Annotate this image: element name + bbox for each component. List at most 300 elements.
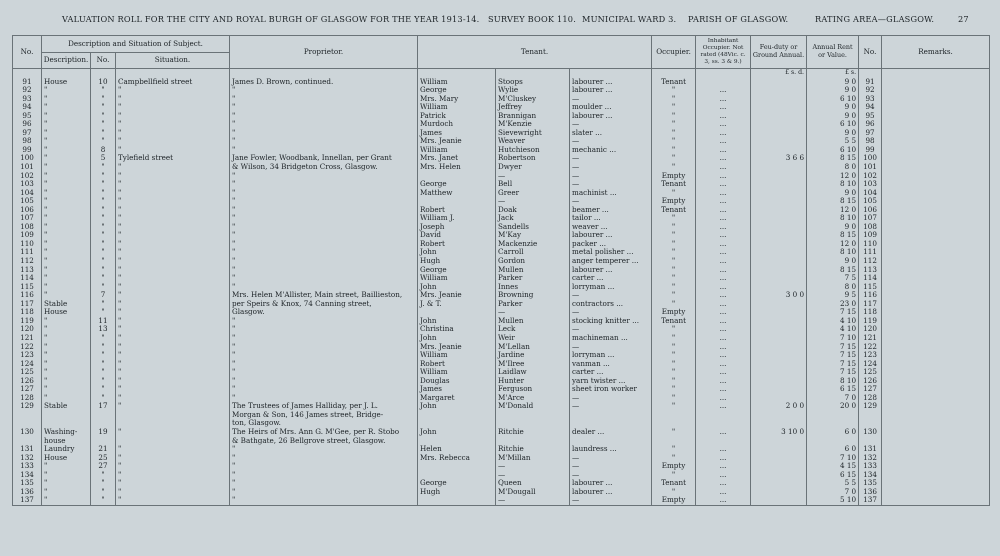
remarks-cell xyxy=(882,368,990,377)
occupier-cell: " xyxy=(652,445,696,454)
situation-cell: " xyxy=(116,180,230,189)
situation-cell: " xyxy=(116,343,230,352)
tenant-surname-cell: Brannigan xyxy=(496,112,570,121)
remarks-cell xyxy=(882,163,990,172)
table-row xyxy=(13,471,990,480)
row-number-cell: 91 xyxy=(13,78,42,87)
description-cell: " xyxy=(42,351,91,360)
feu-duty-cell xyxy=(751,496,807,505)
situation-cell: " xyxy=(116,496,230,505)
description-cell: " xyxy=(42,214,91,223)
tenant-first-name-cell: William xyxy=(418,103,496,112)
description-cell: " xyxy=(42,291,91,300)
proprietor-cell: " xyxy=(230,223,418,232)
tenant-first-name-cell: John xyxy=(418,248,496,257)
house-number-cell: " xyxy=(91,394,116,403)
table-row xyxy=(13,317,990,326)
tenant-surname-cell: Bell xyxy=(496,180,570,189)
inhabitant-occupier-cell: ... xyxy=(696,462,751,471)
tenant-occupation-cell: contractors ... xyxy=(570,300,652,309)
inhabitant-occupier-cell: ... xyxy=(696,351,751,360)
inhabitant-occupier-cell: ... xyxy=(696,95,751,104)
row-number-cell: 128 xyxy=(13,394,42,403)
inhabitant-occupier-cell: ... xyxy=(696,300,751,309)
house-number-cell: " xyxy=(91,488,116,497)
tenant-first-name-cell: Robert xyxy=(418,360,496,369)
remarks-cell xyxy=(882,189,990,198)
remarks-cell xyxy=(882,317,990,326)
tenant-first-name-cell xyxy=(418,411,496,420)
remarks-cell xyxy=(882,78,990,87)
row-number-right-cell: 132 xyxy=(859,454,882,463)
page-header xyxy=(0,14,1000,28)
tenant-surname-cell: Greer xyxy=(496,189,570,198)
annual-rent-cell: 4 15 xyxy=(807,462,859,471)
valuation-table xyxy=(12,35,989,535)
col-feu-duty: Feu-duty or Ground Annual. xyxy=(751,36,807,69)
row-number-right-cell: 125 xyxy=(859,368,882,377)
remarks-cell xyxy=(882,291,990,300)
tenant-first-name-cell: William xyxy=(418,78,496,87)
feu-duty-cell xyxy=(751,334,807,343)
tenant-first-name-cell: Douglas xyxy=(418,377,496,386)
tenant-occupation-cell: labourer ... xyxy=(570,488,652,497)
proprietor-cell: " xyxy=(230,231,418,240)
house-number-cell: " xyxy=(91,385,116,394)
tenant-occupation-cell: yarn twister ... xyxy=(570,377,652,386)
inhabitant-occupier-cell: ... xyxy=(696,154,751,163)
row-number-cell: 94 xyxy=(13,103,42,112)
table-row xyxy=(13,180,990,189)
annual-rent-cell: 4 10 xyxy=(807,325,859,334)
occupier-cell: Empty xyxy=(652,462,696,471)
inhabitant-occupier-cell: ... xyxy=(696,325,751,334)
description-cell: House xyxy=(42,454,91,463)
feu-duty-cell xyxy=(751,197,807,206)
annual-rent-cell: 8 0 xyxy=(807,163,859,172)
description-cell: " xyxy=(42,231,91,240)
annual-rent-cell: 4 10 xyxy=(807,317,859,326)
tenant-first-name-cell: John xyxy=(418,428,496,437)
proprietor-cell: " xyxy=(230,377,418,386)
tenant-first-name-cell: James xyxy=(418,385,496,394)
tenant-first-name-cell: Helen xyxy=(418,445,496,454)
occupier-cell: " xyxy=(652,214,696,223)
tenant-surname-cell: Parker xyxy=(496,300,570,309)
tenant-occupation-cell: — xyxy=(570,343,652,352)
description-cell: " xyxy=(42,112,91,121)
annual-rent-cell: 7 15 xyxy=(807,308,859,317)
tenant-occupation-cell: — xyxy=(570,154,652,163)
col-proprietor: Proprietor. xyxy=(230,36,418,69)
tenant-occupation-cell: labourer ... xyxy=(570,112,652,121)
tenant-first-name-cell: Mrs. Jeanie xyxy=(418,291,496,300)
row-number-right-cell: 124 xyxy=(859,360,882,369)
tenant-surname-cell: Ritchie xyxy=(496,428,570,437)
description-cell: House xyxy=(42,308,91,317)
tenant-first-name-cell xyxy=(418,496,496,505)
proprietor-cell: " xyxy=(230,325,418,334)
description-cell: " xyxy=(42,206,91,215)
occupier-cell: " xyxy=(652,112,696,121)
tenant-first-name-cell: Matthew xyxy=(418,189,496,198)
feu-duty-cell xyxy=(751,206,807,215)
tenant-first-name-cell: Hugh xyxy=(418,257,496,266)
occupier-cell: " xyxy=(652,488,696,497)
row-number-right-cell: 129 xyxy=(859,402,882,411)
tenant-surname-cell: — xyxy=(496,471,570,480)
annual-rent-cell: 12 0 xyxy=(807,240,859,249)
house-number-cell: 17 xyxy=(91,402,116,411)
remarks-cell xyxy=(882,206,990,215)
row-number-cell: 106 xyxy=(13,206,42,215)
proprietor-cell: " xyxy=(230,479,418,488)
tenant-occupation-cell: slater ... xyxy=(570,129,652,138)
tenant-first-name-cell: Hugh xyxy=(418,488,496,497)
tenant-surname-cell: M'Cluskey xyxy=(496,95,570,104)
feu-duty-cell xyxy=(751,86,807,95)
inhabitant-occupier-cell: ... xyxy=(696,223,751,232)
row-number-cell: 117 xyxy=(13,300,42,309)
remarks-cell xyxy=(882,214,990,223)
feu-duty-cell xyxy=(751,129,807,138)
house-number-cell: 21 xyxy=(91,445,116,454)
description-cell: Laundry xyxy=(42,445,91,454)
situation-cell: " xyxy=(116,189,230,198)
feu-duty-cell: 3 6 6 xyxy=(751,154,807,163)
tenant-occupation-cell: weaver ... xyxy=(570,223,652,232)
table-row xyxy=(13,351,990,360)
proprietor-cell: " xyxy=(230,462,418,471)
tenant-surname-cell: M'Lellan xyxy=(496,343,570,352)
inhabitant-occupier-cell: ... xyxy=(696,454,751,463)
remarks-cell xyxy=(882,496,990,505)
row-number-cell: 135 xyxy=(13,479,42,488)
tenant-surname-cell: M'Donald xyxy=(496,402,570,411)
occupier-cell: Empty xyxy=(652,197,696,206)
situation-cell: " xyxy=(116,129,230,138)
remarks-cell xyxy=(882,308,990,317)
row-number-cell: 109 xyxy=(13,231,42,240)
table-row xyxy=(13,419,990,428)
tenant-first-name-cell: John xyxy=(418,402,496,411)
table-row xyxy=(13,231,990,240)
feu-duty-cell xyxy=(751,266,807,275)
proprietor-cell: " xyxy=(230,266,418,275)
tenant-occupation-cell: — xyxy=(570,402,652,411)
row-number-cell: 115 xyxy=(13,283,42,292)
tenant-first-name-cell: Joseph xyxy=(418,223,496,232)
table-row xyxy=(13,479,990,488)
tenant-surname-cell: Jardine xyxy=(496,351,570,360)
tenant-occupation-cell: carter ... xyxy=(570,368,652,377)
col-annual-rent: Annual Rent or Value. xyxy=(807,36,859,69)
feu-duty-cell xyxy=(751,377,807,386)
row-number-right-cell xyxy=(859,419,882,428)
occupier-cell: " xyxy=(652,240,696,249)
row-number-cell: 112 xyxy=(13,257,42,266)
house-number-cell: " xyxy=(91,189,116,198)
situation-cell: " xyxy=(116,206,230,215)
situation-cell: " xyxy=(116,385,230,394)
tenant-surname-cell: Doak xyxy=(496,206,570,215)
house-number-cell: " xyxy=(91,274,116,283)
tenant-first-name-cell: Mrs. Janet xyxy=(418,154,496,163)
remarks-cell xyxy=(882,419,990,428)
situation-cell: " xyxy=(116,368,230,377)
description-cell: " xyxy=(42,266,91,275)
house-number-cell: " xyxy=(91,334,116,343)
row-number-cell: 101 xyxy=(13,163,42,172)
tenant-first-name-cell: Mrs. Jeanie xyxy=(418,137,496,146)
situation-cell: " xyxy=(116,86,230,95)
table-row xyxy=(13,462,990,471)
tenant-occupation-cell: — xyxy=(570,197,652,206)
row-number-right-cell: 100 xyxy=(859,154,882,163)
annual-rent-cell: 8 15 xyxy=(807,197,859,206)
annual-rent-cell: 6 10 xyxy=(807,95,859,104)
annual-rent-cell: 9 5 xyxy=(807,291,859,300)
description-cell: " xyxy=(42,343,91,352)
row-number-right-cell: 111 xyxy=(859,248,882,257)
tenant-surname-cell: Stoops xyxy=(496,78,570,87)
col-inhabitant: Inhabitant Occupier. Not rated (48Vic. c. 3, ss. 3 & 9.) xyxy=(696,36,751,69)
row-number-right-cell xyxy=(859,411,882,420)
remarks-cell xyxy=(882,325,990,334)
row-number-right-cell: 116 xyxy=(859,291,882,300)
tenant-surname-cell: Sievewright xyxy=(496,129,570,138)
proprietor-cell: " xyxy=(230,334,418,343)
inhabitant-occupier-cell: ... xyxy=(696,189,751,198)
feu-duty-cell xyxy=(751,137,807,146)
tenant-occupation-cell: dealer ... xyxy=(570,428,652,437)
proprietor-cell: " xyxy=(230,394,418,403)
occupier-cell: " xyxy=(652,248,696,257)
row-number-right-cell: 95 xyxy=(859,112,882,121)
annual-rent-cell: 20 0 xyxy=(807,402,859,411)
occupier-cell: " xyxy=(652,351,696,360)
situation-cell: " xyxy=(116,325,230,334)
house-number-cell: 7 xyxy=(91,291,116,300)
proprietor-cell: " xyxy=(230,129,418,138)
feu-duty-cell xyxy=(751,172,807,181)
col-no: No. xyxy=(13,36,42,69)
tenant-occupation-cell xyxy=(570,411,652,420)
tenant-first-name-cell: James xyxy=(418,129,496,138)
house-number-cell: " xyxy=(91,214,116,223)
row-number-cell: 105 xyxy=(13,197,42,206)
tenant-surname-cell: Jeffrey xyxy=(496,103,570,112)
tenant-occupation-cell xyxy=(570,437,652,446)
feu-duty-cell xyxy=(751,223,807,232)
proprietor-cell: " xyxy=(230,360,418,369)
row-number-right-cell: 96 xyxy=(859,120,882,129)
feu-duty-cell xyxy=(751,317,807,326)
remarks-cell xyxy=(882,129,990,138)
table-row xyxy=(13,445,990,454)
inhabitant-occupier-cell: ... xyxy=(696,214,751,223)
tenant-first-name-cell: George xyxy=(418,86,496,95)
feu-duty-cell xyxy=(751,120,807,129)
proprietor-cell: " xyxy=(230,283,418,292)
annual-rent-cell: 12 0 xyxy=(807,172,859,181)
row-number-cell: 114 xyxy=(13,274,42,283)
proprietor-cell: " xyxy=(230,86,418,95)
row-number-cell: 97 xyxy=(13,129,42,138)
proprietor-cell: " xyxy=(230,206,418,215)
inhabitant-occupier-cell: ... xyxy=(696,172,751,181)
table-row xyxy=(13,120,990,129)
feu-duty-cell xyxy=(751,283,807,292)
annual-rent-cell xyxy=(807,437,859,446)
tenant-occupation-cell: — xyxy=(570,496,652,505)
proprietor-cell: " xyxy=(230,317,418,326)
table-row xyxy=(13,248,990,257)
row-number-cell: 92 xyxy=(13,86,42,95)
proprietor-cell: " xyxy=(230,257,418,266)
feu-duty-cell xyxy=(751,103,807,112)
table-row xyxy=(13,377,990,386)
description-cell: " xyxy=(42,223,91,232)
remarks-cell xyxy=(882,488,990,497)
row-number-right-cell: 136 xyxy=(859,488,882,497)
table-row xyxy=(13,308,990,317)
inhabitant-occupier-cell: ... xyxy=(696,112,751,121)
tenant-occupation-cell: — xyxy=(570,180,652,189)
row-number-right-cell: 93 xyxy=(859,95,882,104)
table-row xyxy=(13,283,990,292)
inhabitant-occupier-cell xyxy=(696,419,751,428)
situation-cell: " xyxy=(116,274,230,283)
house-number-cell xyxy=(91,411,116,420)
proprietor-cell: " xyxy=(230,488,418,497)
description-cell: " xyxy=(42,163,91,172)
tenant-occupation-cell: carter ... xyxy=(570,274,652,283)
row-number-right-cell: 98 xyxy=(859,137,882,146)
annual-rent-cell: 6 0 xyxy=(807,428,859,437)
tenant-surname-cell xyxy=(496,437,570,446)
col-no-right: No. xyxy=(859,36,882,69)
proprietor-cell: " xyxy=(230,112,418,121)
remarks-cell xyxy=(882,240,990,249)
inhabitant-occupier-cell: ... xyxy=(696,368,751,377)
house-number-cell: " xyxy=(91,86,116,95)
row-number-right-cell: 120 xyxy=(859,325,882,334)
row-number-cell: 102 xyxy=(13,172,42,181)
situation-cell: " xyxy=(116,394,230,403)
annual-rent-cell: 7 0 xyxy=(807,488,859,497)
feu-duty-cell xyxy=(751,248,807,257)
occupier-cell: " xyxy=(652,334,696,343)
tenant-occupation-cell: — xyxy=(570,163,652,172)
table-row xyxy=(13,266,990,275)
feu-duty-cell xyxy=(751,274,807,283)
annual-rent-cell: 7 5 xyxy=(807,274,859,283)
inhabitant-occupier-cell: ... xyxy=(696,231,751,240)
page-number: 27 xyxy=(958,14,969,24)
description-cell: " xyxy=(42,240,91,249)
situation-cell: " xyxy=(116,231,230,240)
inhabitant-occupier-cell: ... xyxy=(696,334,751,343)
remarks-cell xyxy=(882,154,990,163)
row-number-cell: 111 xyxy=(13,248,42,257)
annual-rent-cell: 7 0 xyxy=(807,394,859,403)
tenant-occupation-cell: laundress ... xyxy=(570,445,652,454)
description-cell: Stable xyxy=(42,402,91,411)
occupier-cell: " xyxy=(652,163,696,172)
situation-cell: " xyxy=(116,471,230,480)
inhabitant-occupier-cell: ... xyxy=(696,240,751,249)
remarks-cell xyxy=(882,283,990,292)
situation-cell xyxy=(116,437,230,446)
proprietor-cell: The Trustees of James Halliday, per J. L. xyxy=(230,402,418,411)
house-number-cell xyxy=(91,419,116,428)
row-number-right-cell: 106 xyxy=(859,206,882,215)
row-number-right-cell: 99 xyxy=(859,146,882,155)
situation-cell: " xyxy=(116,462,230,471)
feu-duty-cell xyxy=(751,343,807,352)
col-occupier: Occupier. xyxy=(652,36,696,69)
remarks-cell xyxy=(882,411,990,420)
tenant-occupation-cell: labourer ... xyxy=(570,479,652,488)
tenant-first-name-cell: David xyxy=(418,231,496,240)
feu-duty-cell xyxy=(751,112,807,121)
proprietor-cell: " xyxy=(230,146,418,155)
table-row xyxy=(13,368,990,377)
lsd-annual-header: £ s. xyxy=(807,69,859,78)
row-number-right-cell: 134 xyxy=(859,471,882,480)
col-description: Description. xyxy=(42,53,91,69)
feu-duty-cell xyxy=(751,146,807,155)
description-cell: " xyxy=(42,248,91,257)
annual-rent-cell: 8 15 xyxy=(807,231,859,240)
tenant-first-name-cell: William xyxy=(418,146,496,155)
remarks-cell xyxy=(882,343,990,352)
tenant-occupation-cell: — xyxy=(570,471,652,480)
row-number-right-cell: 130 xyxy=(859,428,882,437)
tenant-surname-cell: Carroll xyxy=(496,248,570,257)
tenant-surname-cell: Wylie xyxy=(496,86,570,95)
occupier-cell: " xyxy=(652,274,696,283)
remarks-cell xyxy=(882,334,990,343)
tenant-occupation-cell: machinist ... xyxy=(570,189,652,198)
remarks-cell xyxy=(882,257,990,266)
annual-rent-cell: 7 15 xyxy=(807,360,859,369)
tenant-surname-cell: M'Dougall xyxy=(496,488,570,497)
tenant-occupation-cell: anger temperer ... xyxy=(570,257,652,266)
row-number-right-cell: 133 xyxy=(859,462,882,471)
tenant-occupation-cell: beamer ... xyxy=(570,206,652,215)
feu-duty-cell xyxy=(751,488,807,497)
occupier-cell: " xyxy=(652,103,696,112)
situation-cell: " xyxy=(116,308,230,317)
remarks-cell xyxy=(882,300,990,309)
occupier-cell: Empty xyxy=(652,496,696,505)
annual-rent-cell: 7 15 xyxy=(807,343,859,352)
remarks-cell xyxy=(882,120,990,129)
tenant-surname-cell: M'Kay xyxy=(496,231,570,240)
house-number-cell: 19 xyxy=(91,428,116,437)
row-number-right-cell: 97 xyxy=(859,129,882,138)
row-number-right-cell: 126 xyxy=(859,377,882,386)
house-number-cell: 11 xyxy=(91,317,116,326)
row-number-cell: 116 xyxy=(13,291,42,300)
remarks-cell xyxy=(882,95,990,104)
row-number-right-cell: 104 xyxy=(859,189,882,198)
feu-duty-cell: 3 10 0 xyxy=(751,428,807,437)
house-number-cell: " xyxy=(91,180,116,189)
inhabitant-occupier-cell: ... xyxy=(696,146,751,155)
